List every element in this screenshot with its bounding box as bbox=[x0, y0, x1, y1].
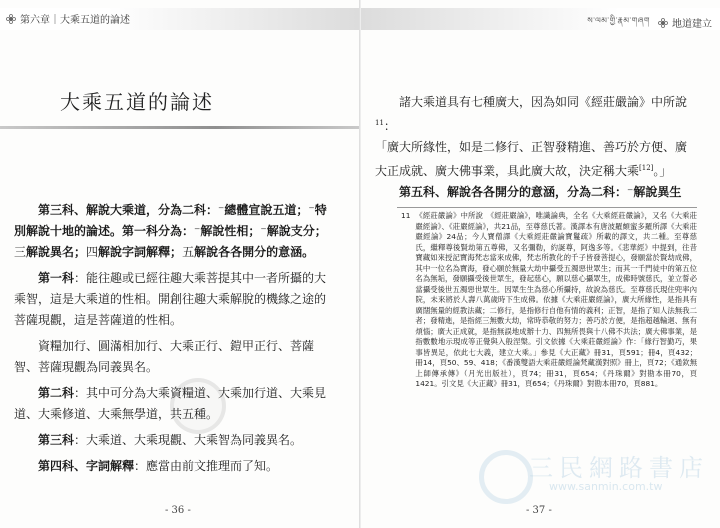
text-run: 第二科 bbox=[38, 386, 75, 400]
paragraph bbox=[14, 383, 328, 425]
text-run: 解說支分； bbox=[266, 224, 327, 238]
text-run: 第三科、解說大乘道，分為二科： bbox=[38, 203, 219, 217]
page-number-left: - 36 - bbox=[165, 505, 191, 516]
left-body-text bbox=[14, 200, 328, 482]
paragraph bbox=[14, 336, 328, 378]
section-title: 大乘五道的論述 bbox=[60, 90, 214, 114]
footnote-ref: 11 bbox=[375, 119, 384, 127]
text-run: ⁻ bbox=[627, 185, 634, 199]
paragraph bbox=[14, 430, 328, 451]
text-run: 第五科、解說各各開分的意涵，分為二科： bbox=[399, 185, 628, 199]
lotus-icon bbox=[658, 18, 668, 28]
footnote-text: 《經莊嚴論》中所說 《經莊嚴論》，唯識論典，全名《大乘經莊嚴論》，又名《大乘莊嚴經論》、《莊嚴經論》，共21品，至尊慈氏著。漢譯本有唐波羅頗蜜多羅所譯《大乘莊嚴經論》24品；今人寶僧譯《大乘經莊嚴論寶鬘疏》所載的譯文，共二種。至尊慈氏，繼釋尊後賢劫第五尊佛，又名彌勒，約誕尊，阿逸多等。《悲華經》中提到，往昔寶藏如來授記寶海梵志當來成佛，梵志所教化的千子皆發菩提心，發願當於賢劫成佛，其中一位名為寶海，發心願於無量大劫中攝受五濁惡世眾生；而其一千門徒中的第五位名為無垢，發願攝受後世眾生，發起慈心，願以慈心攝眾生，成佛時號慈氏，並立誓必當攝受後世五濁惡世眾生。因眾生生為慈心所攝持，故說為慈氏。至尊慈氏現住兜率內院，未來將於人壽八萬歲時下生成佛。依據《大乘莊嚴經論》，廣大所緣性，是指具有廣闊無量的經教法藏；二修行，是指修行自他有情的義利；正智，是指了知人法無我二者；發精進，是指經三無數大劫，常時恭敬的努力；善巧於方便，是指超越輪迴、無有煩惱；廣大正成就，是指無誤地成辦十力、四無所畏與十八佛不共法；廣大佛事業，是指數數地示現成等正覺與入般涅槃。引文依據《大乘莊嚴經論》作：「緣行智勤巧，果事皆異足，依此七大義，建立大乘。」參見《大正藏》冊31，頁591；冊4，頁432；冊14，頁50、59、418；《番漢雙語大乘莊嚴經論梵藏漢對照》冊上，頁72；《通欽無上師傳承傳》（月光出版社），頁74；冊31，頁654；《丹珠爾》對勘本冊70，頁1421。引文見《大正藏》冊31，頁654；《丹珠爾》對勘本冊70，頁881。 bbox=[415, 211, 697, 388]
text-run: 總體宣說五道； bbox=[224, 203, 309, 217]
watermark-text: 三民網路書店 bbox=[529, 454, 709, 482]
text-run: ⁻ bbox=[218, 203, 225, 217]
text-run: ： bbox=[383, 119, 396, 133]
chapter-title: 第六章｜大乘五道的論述 bbox=[20, 15, 130, 26]
watermark-logo bbox=[479, 450, 533, 504]
watermark-url: www.sanmin.com.tw bbox=[549, 480, 663, 493]
text-run: 三 bbox=[14, 245, 27, 259]
text-run: 四 bbox=[86, 245, 99, 259]
tibetan-header: ས་ལམ་གྱི་རྣམ་གཞག bbox=[587, 16, 650, 25]
footnote-divider bbox=[397, 207, 697, 208]
text-run: ：其中可分為大乘資糧道、大乘加行道、大乘見道、大乘修道、大乘無學道，共五種。 bbox=[14, 386, 327, 421]
paragraph bbox=[375, 92, 693, 137]
text-run: 解說性相； bbox=[200, 224, 261, 238]
text-run: 五 bbox=[182, 245, 195, 259]
right-page bbox=[361, 0, 720, 528]
left-page bbox=[0, 0, 359, 528]
text-run: ⁻ bbox=[194, 224, 201, 238]
footnote bbox=[401, 211, 697, 390]
title-divider bbox=[0, 126, 359, 129]
right-body-text bbox=[375, 92, 693, 203]
paragraph bbox=[375, 182, 693, 203]
footnote-number: 11 bbox=[401, 211, 411, 220]
lotus-icon bbox=[6, 14, 16, 24]
text-run: ：大乘道、大乘現觀、大乘智為同義異名。 bbox=[74, 433, 303, 447]
paragraph bbox=[14, 200, 328, 263]
watermark bbox=[479, 446, 720, 506]
text-run: 「廣大所緣性，如是二修行、正智發精進、善巧於方便、廣大正成就、廣大佛事業，具此廣大故，決定稱大乘 bbox=[375, 140, 688, 178]
text-run: ⁻ bbox=[260, 224, 267, 238]
running-header-right bbox=[587, 11, 712, 34]
text-run: 。」 bbox=[653, 164, 672, 178]
page-number-right: - 37 - bbox=[526, 505, 552, 516]
paragraph bbox=[14, 456, 328, 477]
text-run: 第三科 bbox=[38, 433, 75, 447]
paragraph bbox=[14, 268, 328, 331]
book-title: 地道建立 bbox=[672, 19, 712, 30]
text-run: 第一科 bbox=[38, 271, 75, 285]
text-run: 解說字詞解釋； bbox=[98, 245, 183, 259]
paragraph bbox=[375, 137, 693, 182]
footnote-ref: [12] bbox=[639, 164, 654, 172]
text-run: 諸大乘道具有七種廣大，因為如同《經莊嚴論》中所說 bbox=[399, 95, 688, 109]
text-run: 解說各各開分的意涵。 bbox=[194, 245, 315, 259]
text-run: 特別解說十地的論述。第一科分為： bbox=[14, 203, 327, 238]
text-run: 第四科、字詞解釋 bbox=[38, 459, 135, 473]
running-header-left bbox=[6, 11, 130, 26]
text-run: ：應當由前文推理而了知。 bbox=[134, 459, 279, 473]
text-run: 解說異生 bbox=[633, 185, 682, 199]
text-run: ：能往趣或已經往趣大乘菩提其中一者所攝的大乘智，這是大乘道的性相。開創往趣大乘解脫的機緣之途的菩薩現觀，這是菩薩道的性相。 bbox=[14, 271, 327, 327]
text-run: 解說異名； bbox=[26, 245, 87, 259]
text-run: 資糧加行、圓滿相加行、大乘正行、鎧甲正行、菩薩智、菩薩現觀為同義異名。 bbox=[14, 339, 315, 374]
text-run: ⁻ bbox=[308, 203, 315, 217]
